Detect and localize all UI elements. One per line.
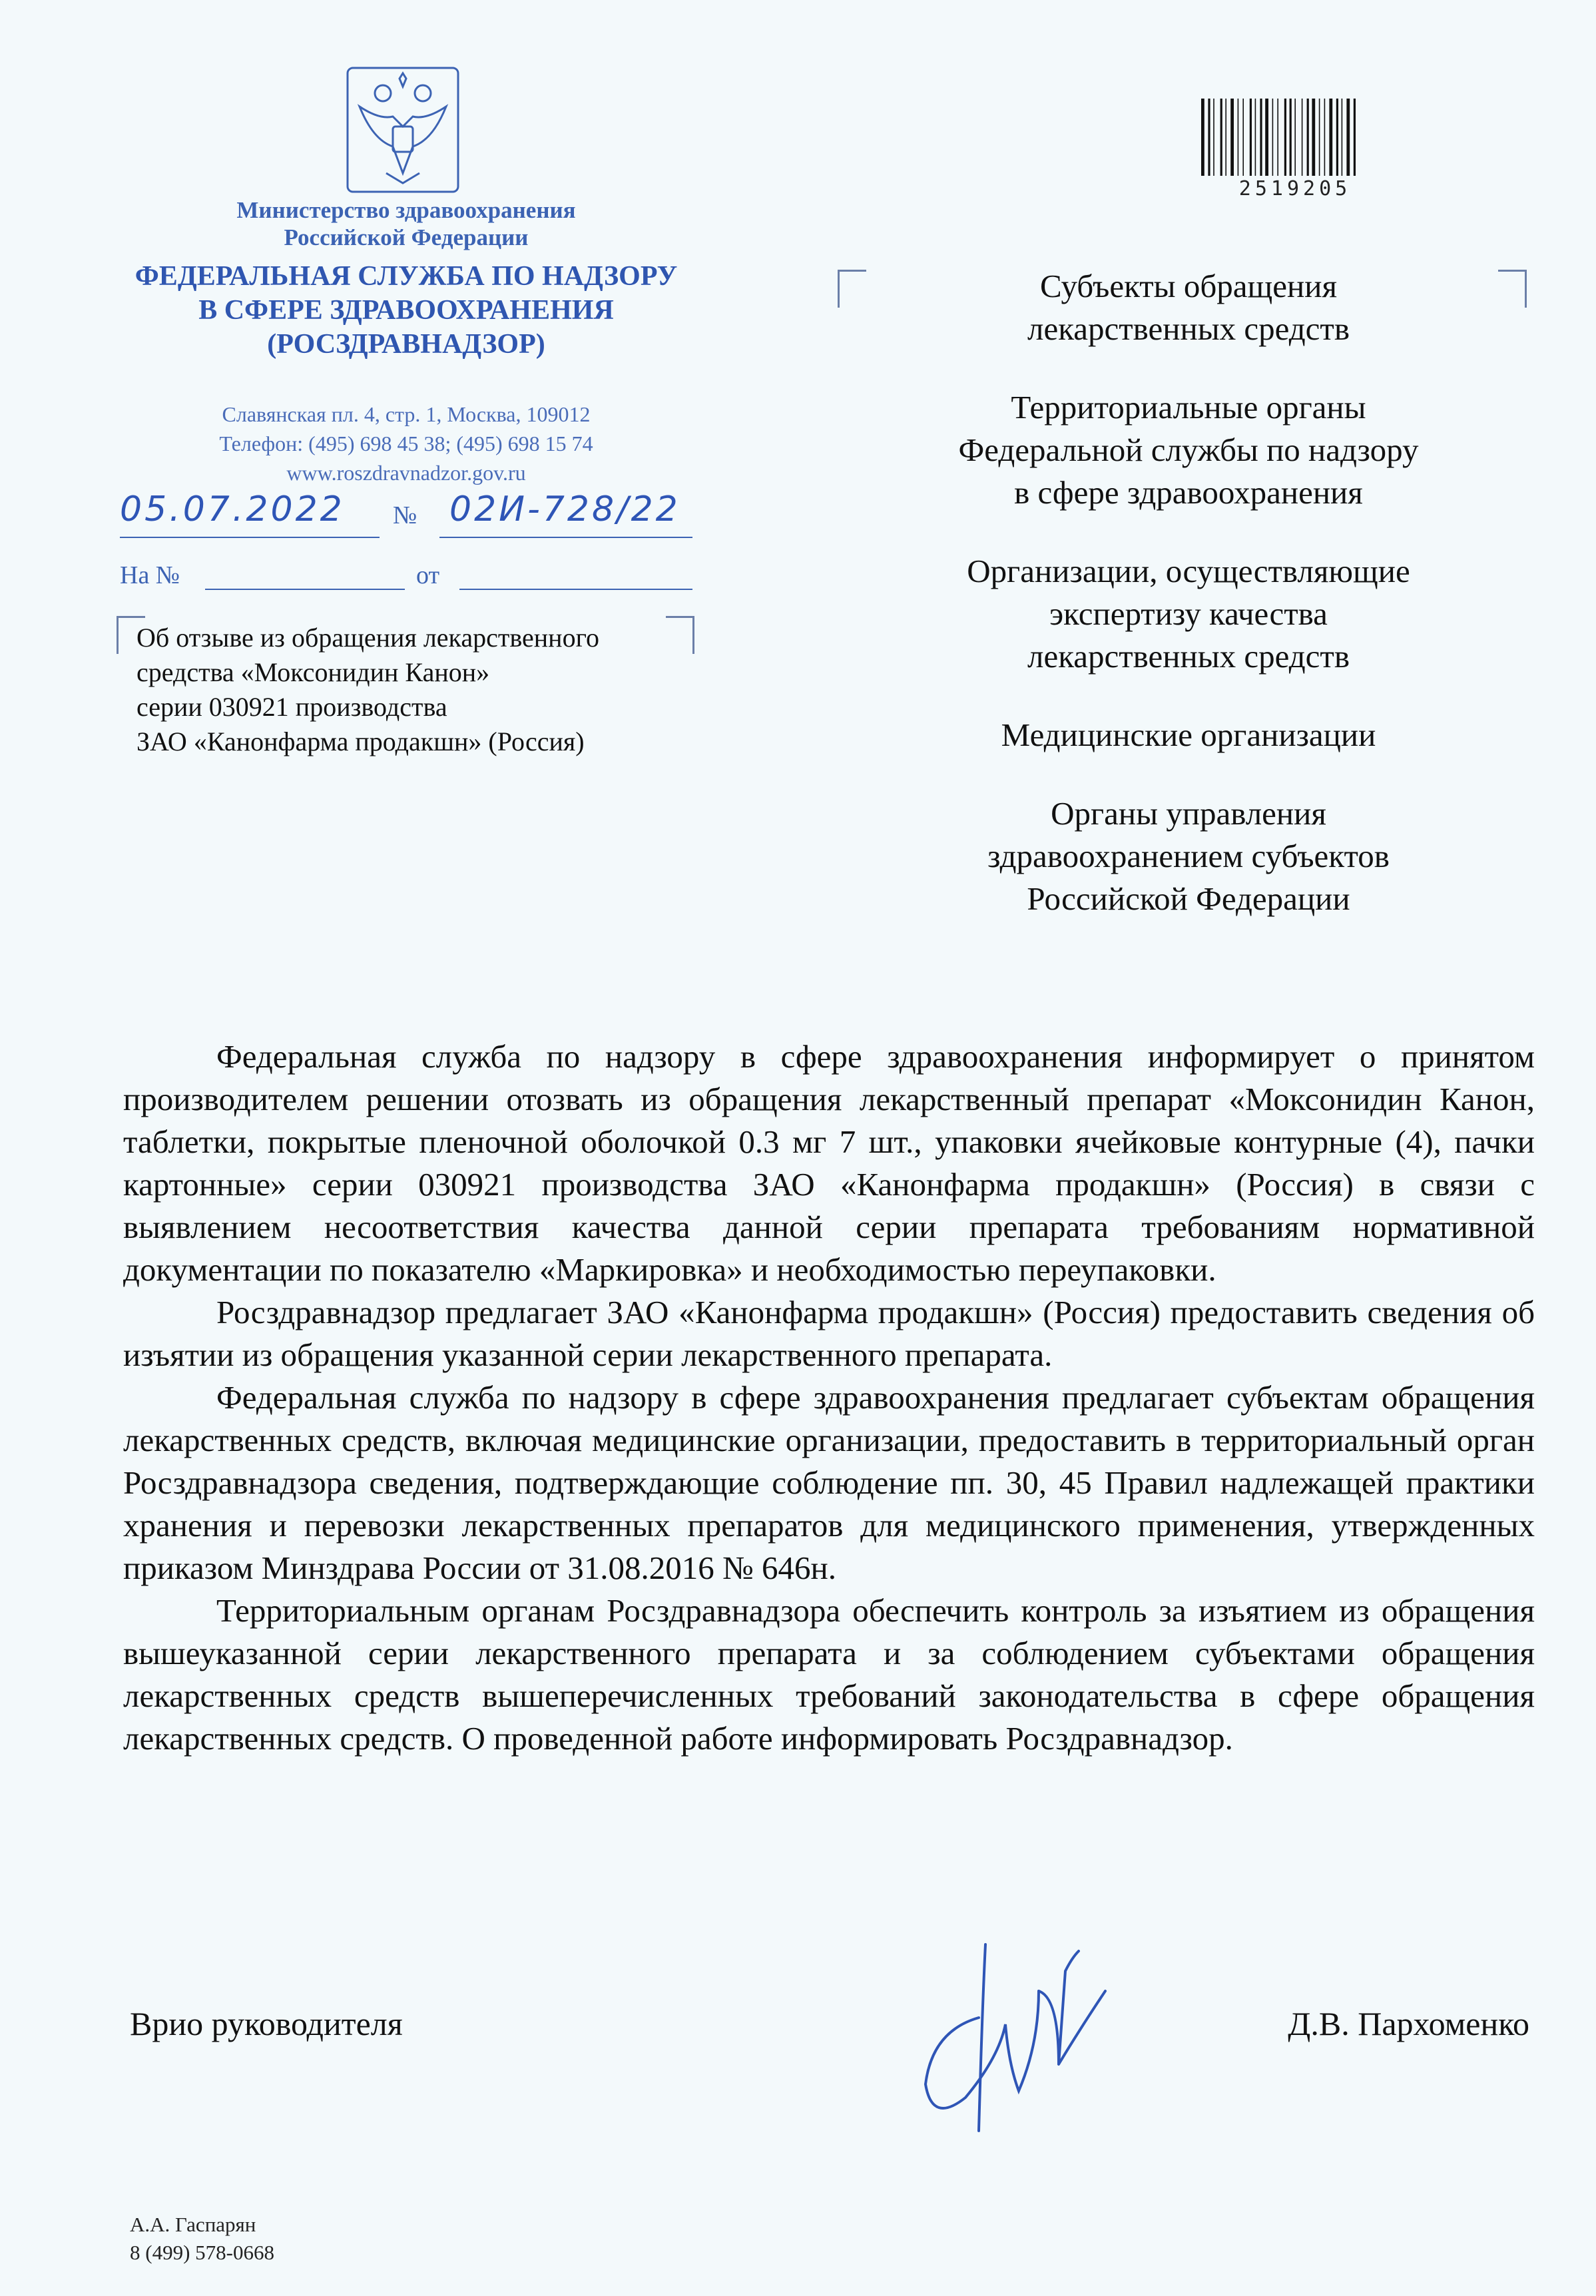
barcode-bar (1201, 99, 1204, 176)
letter-body (123, 1035, 1535, 1760)
subject-line: ЗАО «Канонфарма продакшн» (Россия) (136, 726, 585, 756)
service-website: www.roszdravnadzor.gov.ru (286, 461, 526, 485)
executor-info (130, 2211, 274, 2267)
addressee-line: лекарственных средств (1027, 310, 1350, 347)
barcode-bar (1238, 99, 1239, 176)
ministry-name-line1: Министерство здравоохранения (236, 197, 576, 223)
barcode-bar (1213, 99, 1214, 176)
addressee-line: Медицинские организации (1001, 717, 1376, 753)
barcode-bar (1272, 99, 1274, 176)
addressee-line: здравоохранением субъектов (987, 838, 1390, 874)
barcode-bar (1346, 99, 1350, 176)
barcode-bar (1250, 99, 1252, 176)
barcode-bar (1230, 99, 1234, 176)
reference-number-label: На № (120, 561, 180, 589)
addressee-list (872, 265, 1505, 956)
barcode-bar (1336, 99, 1338, 176)
handwritten-signature (906, 1931, 1125, 2144)
addressee-item (872, 714, 1505, 756)
barcode-bar (1265, 99, 1268, 176)
body-paragraph-1: Федеральная служба по надзору в сфере здравоохранения информирует о принятом производителем решении отозвать из обращения лекарственный препарат «Моксонидин Канон, таблетки, покрытые пленочной оболочкой 0.3 мг 7 шт., упаковки ячейковые контурные (4), пачки картонные» серии 030921 производства ЗАО «Канонфарма продакшн» (Россия) в связи с выявлением несоответствия качества данной серии препарата требованиям нормативной документации по показателю «Маркировка» и необходимостью переупаковки. (123, 1038, 1535, 1288)
barcode-bar (1324, 99, 1326, 176)
barcode-image (1198, 99, 1392, 176)
addressee-line: лекарственных средств (1027, 638, 1350, 675)
addressee-line: Организации, осуществляющие (967, 553, 1410, 589)
barcode-bar (1312, 99, 1315, 176)
addressee-line: Федеральной службы по надзору (958, 431, 1419, 468)
service-name-line2: В СФЕРЕ ЗДРАВООХРАНЕНИЯ (198, 295, 614, 326)
number-underline (439, 537, 692, 538)
addressee-line: Субъекты обращения (1039, 268, 1337, 304)
barcode-bar (1302, 99, 1303, 176)
reference-from-label: от (416, 561, 440, 589)
addressee-item (872, 265, 1505, 350)
body-paragraph-3: Федеральная служба по надзору в сфере здравоохранения предлагает субъектам обращения лекарственных средств, включая медицинские организации, предоставить в территориальный орган Росздравнадзора сведения, подтверждающие соблюдение пп. 30, 45 Правил надлежащей практики хранения и перевозки лекарственных препаратов для медицинского применения, утвержденных приказом Минздрава России от 31.08.2016 № 646н. (123, 1379, 1535, 1586)
coat-of-arms-emblem (346, 67, 459, 193)
barcode-bar (1342, 99, 1343, 176)
addressee-line: экспертизу качества (1049, 595, 1328, 632)
addressee-line: Органы управления (1051, 795, 1326, 832)
barcode-bar (1225, 99, 1226, 176)
addressee-item (872, 792, 1505, 920)
barcode-bar (1329, 99, 1332, 176)
signatory-role: Врио руководителя (130, 2005, 403, 2042)
letter-subject (136, 621, 709, 759)
barcode-bar (1307, 99, 1309, 176)
service-name-line1: ФЕДЕРАЛЬНАЯ СЛУЖБА ПО НАДЗОРУ (134, 261, 678, 292)
body-paragraph-2: Росздравнадзор предлагает ЗАО «Канонфарма продакшн» (Россия) предоставить сведения об изъятии из обращения указанной серии лекарственного препарата. (123, 1294, 1535, 1373)
addressee-line: Территориальные органы (1011, 389, 1366, 426)
service-address: Славянская пл. 4, стр. 1, Москва, 109012 (222, 402, 591, 426)
number-sign: № (393, 501, 417, 529)
barcode-bar (1255, 99, 1256, 176)
barcode-bar (1242, 99, 1244, 176)
barcode-number: 2519205 (1238, 177, 1352, 200)
subject-line: серии 030921 производства (136, 692, 447, 722)
addressee-item (872, 386, 1505, 514)
subject-line: средства «Моксонидин Канон» (136, 657, 490, 687)
addressee-corner-left (838, 270, 866, 308)
addressee-line: в сфере здравоохранения (1014, 474, 1363, 511)
service-phone: Телефон: (495) 698 45 38; (495) 698 15 74 (219, 431, 593, 455)
subject-line: Об отзыве из обращения лекарственного (136, 623, 599, 653)
executor-phone: 8 (499) 578-0668 (130, 2241, 274, 2264)
body-paragraph-4: Территориальным органам Росздравнадзора обеспечить контроль за изъятием из обращения вышеуказанной серии лекарственного препарата и за соблюдением субъектами обращения лекарственных средств вышеперечисленных требований законодательства в сфере обращения лекарственных средств. О проведенной работе информировать Росздравнадзор. (123, 1592, 1535, 1757)
barcode-bar (1260, 99, 1262, 176)
registration-date: 05.07.2022 (120, 489, 345, 529)
executor-name: А.А. Гаспарян (130, 2213, 256, 2236)
addressee-item (872, 550, 1505, 678)
barcode-bar (1220, 99, 1222, 176)
service-name-line3: (РОСЗДРАВНАДЗОР) (267, 329, 545, 360)
signatory-name: Д.В. Пархоменко (1288, 2005, 1529, 2042)
ministry-name-line2: Российской Федерации (284, 224, 529, 250)
barcode-bar (1319, 99, 1320, 176)
barcode-bar (1294, 99, 1296, 176)
barcode-bar (1290, 99, 1292, 176)
barcode-bar (1284, 99, 1286, 176)
reference-date-line (459, 589, 692, 590)
addressee-line: Российской Федерации (1027, 880, 1350, 917)
reference-number-line (205, 589, 405, 590)
barcode-bar (1277, 99, 1278, 176)
registration-number: 02И-728/22 (449, 489, 680, 529)
barcode-bar (1354, 99, 1356, 176)
date-underline (120, 537, 380, 538)
barcode-bar (1208, 99, 1210, 176)
